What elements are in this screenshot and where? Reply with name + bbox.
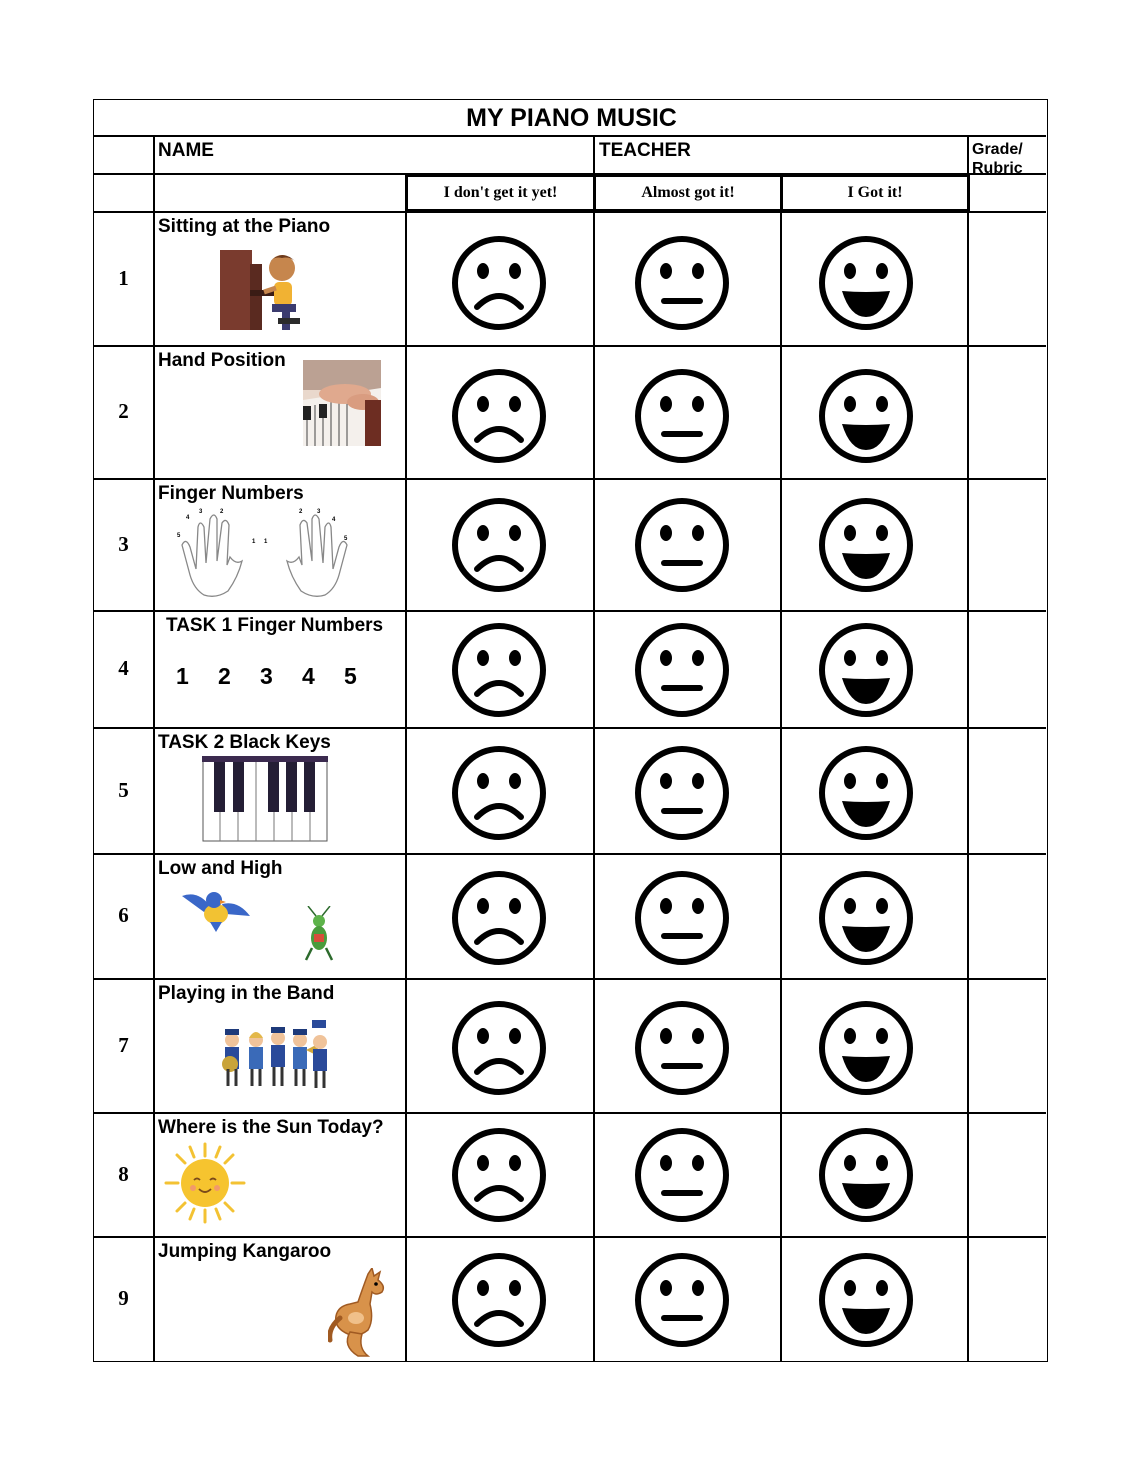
svg-text:5: 5 [344,536,348,542]
row-number: 3 [118,531,129,556]
svg-text:1: 1 [252,539,256,545]
rubric-almost: Almost got it! [593,174,783,212]
svg-text:2: 2 [220,509,224,515]
happy-face-icon [816,868,916,968]
svg-text:4: 4 [332,517,336,523]
child-at-piano-illustration [220,246,310,332]
happy-face-icon [816,366,916,466]
row-number: 1 [118,265,129,290]
row-number: 5 [118,777,129,802]
bird-illustration [180,886,250,934]
row-number: 8 [118,1161,129,1186]
row-label: Sitting at the Piano [158,216,331,237]
neutral-face-icon [632,233,732,333]
svg-text:5: 5 [177,533,181,539]
smiling-sun-illustration [164,1142,246,1224]
sad-face-icon [449,1250,549,1350]
happy-face-icon [816,1250,916,1350]
row-label: TASK 2 Black Keys [158,732,331,753]
hands-on-piano-photo [303,360,381,446]
row-label: Hand Position [158,350,286,371]
happy-face-icon [816,743,916,843]
row-number: 4 [118,656,129,680]
sad-face-icon [449,495,549,595]
marching-band-illustration [220,1020,332,1092]
sad-face-icon [449,743,549,843]
svg-text:3: 3 [317,509,321,515]
happy-face-icon [816,1125,916,1225]
row-number: 7 [118,1032,129,1057]
row-number: 2 [118,399,129,423]
svg-text:4: 4 [186,515,190,521]
row-label: Finger Numbers [158,483,304,504]
row-label: Where is the Sun Today? [158,1117,384,1138]
finger-number-digits: 1 2 3 4 5 [176,663,357,689]
grade-rubric-label: Grade/ Rubric [972,141,1023,177]
page-title: MY PIANO MUSIC [466,103,677,132]
happy-face-icon [816,233,916,333]
happy-face-icon [816,495,916,595]
happy-face-icon [816,620,916,720]
rubric-sheet [93,99,1048,1362]
row-label: Playing in the Band [158,983,335,1004]
sad-face-icon [449,366,549,466]
row-label: Low and High [158,858,283,879]
neutral-face-icon [632,366,732,466]
neutral-face-icon [632,620,732,720]
sad-face-icon [449,1125,549,1225]
happy-face-icon [816,998,916,1098]
row-label: TASK 1 Finger Numbers [166,615,384,636]
piano-keys-illustration [202,756,328,842]
row-label: Jumping Kangaroo [158,1241,332,1262]
sad-face-icon [449,620,549,720]
svg-text:3: 3 [199,509,203,515]
row-number: 9 [118,1286,129,1310]
rubric-dont-get-it: I don't get it yet! [405,174,596,212]
neutral-face-icon [632,495,732,595]
teacher-label: TEACHER [599,140,691,161]
cricket-illustration [302,906,338,962]
row-number: 6 [118,903,129,927]
sad-face-icon [449,868,549,968]
svg-text:2: 2 [299,509,303,515]
neutral-face-icon [632,998,732,1098]
sad-face-icon [449,233,549,333]
sad-face-icon [449,998,549,1098]
svg-text:1: 1 [264,539,268,545]
neutral-face-icon [632,1250,732,1350]
rubric-got-it: I Got it! [780,174,970,212]
neutral-face-icon [632,1125,732,1225]
finger-numbers-hands-diagram [172,505,357,601]
neutral-face-icon [632,743,732,843]
neutral-face-icon [632,868,732,968]
kangaroo-illustration [328,1268,392,1358]
name-label: NAME [158,140,214,161]
